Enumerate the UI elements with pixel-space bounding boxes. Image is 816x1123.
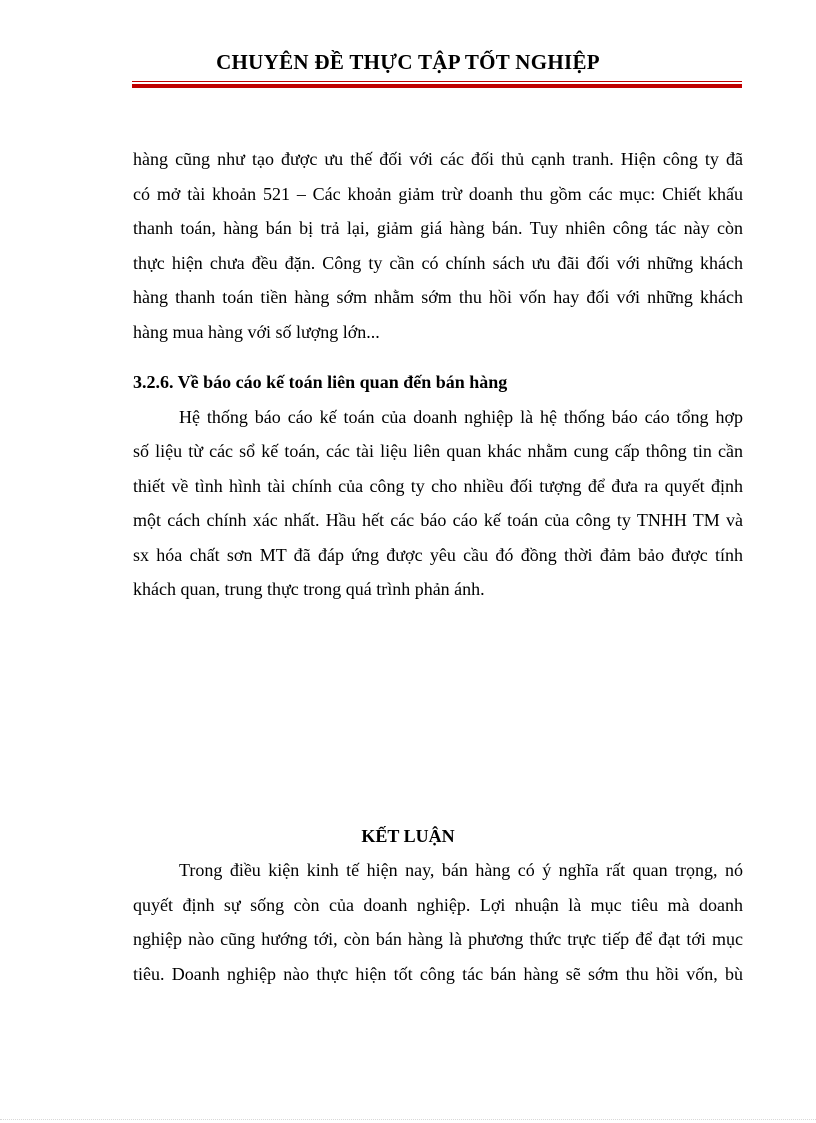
paragraph-line: một cách chính xác nhất. Hầu hết các báo cáo kế toán của công ty TNHH TM và	[133, 510, 743, 530]
paragraph-line: thực hiện chưa đều đặn. Công ty cần có chính sách ưu đãi đối với những khách	[133, 252, 743, 273]
paragraph-line: có mở tài khoản 521 – Các khoản giảm trừ doanh thu gồm các mục: Chiết khấu	[133, 183, 743, 204]
conclusion-heading: KẾT LUẬN	[361, 826, 455, 846]
paragraph-line: Trong điều kiện kinh tế hiện nay, bán hàng có ý nghĩa rất quan trọng, nó	[179, 860, 743, 880]
section-accounting-reports	[133, 365, 743, 607]
paragraph-line: Hệ thống báo cáo kế toán của doanh nghiệp là hệ thống báo cáo tổng hợp	[179, 406, 743, 427]
paragraph-line: khách quan, trung thực trong quá trình phản ánh.	[133, 579, 485, 599]
header-divider-thin	[132, 81, 742, 82]
header-divider-thick	[132, 84, 742, 88]
paragraph-line: thanh toán, hàng bán bị trả lại, giảm giá hàng bán. Tuy nhiên công tác này còn	[133, 218, 743, 238]
page-header-title: CHUYÊN ĐỀ THỰC TẬP TỐT NGHIỆP	[216, 50, 600, 74]
paragraph-line: tiêu. Doanh nghiệp nào thực hiện tốt công tác bán hàng sẽ sớm thu hồi vốn, bù	[133, 963, 743, 984]
paragraph-line: số liệu từ các sổ kế toán, các tài liệu liên quan khác nhằm cung cấp thông tin cần	[133, 441, 743, 461]
paragraph-conclusion	[133, 853, 743, 991]
paragraph-sales-discounts	[133, 142, 743, 349]
paragraph-line: quyết định sự sống còn của doanh nghiệp. Lợi nhuận là mục tiêu mà doanh	[133, 894, 743, 915]
page-bottom-edge	[0, 1119, 816, 1121]
paragraph-line: thiết về tình hình tài chính của công ty cho nhiều đối tượng để đưa ra quyết định	[133, 475, 743, 496]
paragraph-line: hàng cũng như tạo được ưu thế đối với các đối thủ cạnh tranh. Hiện công ty đã	[133, 149, 743, 169]
section-heading: 3.2.6. Về báo cáo kế toán liên quan đến bán hàng	[133, 372, 508, 392]
paragraph-line: sx hóa chất sơn MT đã đáp ứng được yêu cầu đó đồng thời đảm bảo được tính	[133, 544, 743, 565]
paragraph-line: hàng mua hàng với số lượng lớn...	[133, 321, 380, 342]
paragraph-line: hàng thanh toán tiền hàng sớm nhằm sớm thu hồi vốn hay đối với những khách	[133, 287, 743, 307]
paragraph-line: nghiệp nào cũng hướng tới, còn bán hàng là phương thức trực tiếp để đạt tới mục	[133, 929, 743, 949]
